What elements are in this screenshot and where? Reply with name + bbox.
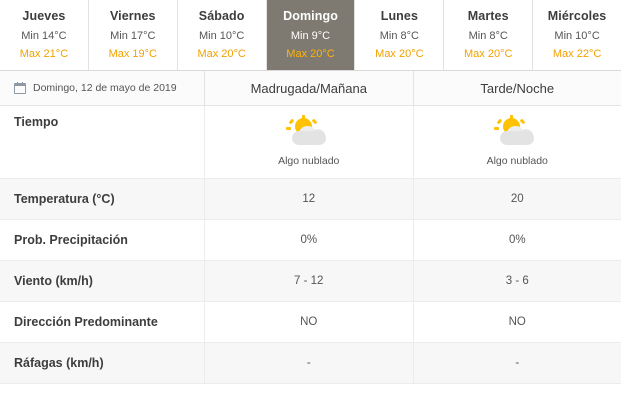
day-tab-name: Miércoles <box>547 9 607 23</box>
table-row-precipitacion <box>0 220 621 261</box>
day-tab-min: Min 17°C <box>110 30 156 42</box>
day-tab-name: Martes <box>467 9 509 23</box>
row-label: Temperatura (°C) <box>0 179 205 219</box>
cell-precipitacion-evening: 0% <box>508 234 526 246</box>
table-row-direccion <box>0 302 621 343</box>
day-tab-max: Max 20°C <box>197 48 246 60</box>
cell-direccion-morning: NO <box>205 302 414 342</box>
day-tab-max: Max 22°C <box>552 48 602 60</box>
table-row-rafagas <box>0 343 621 384</box>
day-tab-name: Sábado <box>198 9 245 23</box>
day-tab-max: Max 19°C <box>108 48 157 60</box>
row-label: Dirección Predominante <box>0 302 205 342</box>
sun-behind-cloud-icon <box>494 118 540 150</box>
day-tab-min: Min 8°C <box>468 30 508 42</box>
day-tab-max: Max 20°C <box>464 48 513 60</box>
forecast-header-row <box>0 71 621 106</box>
column-header-morning: Madrugada/Mañana <box>205 71 414 105</box>
sky-condition-label: Algo nublado <box>278 154 340 167</box>
cell-viento-morning: 7 - 12 <box>205 261 414 301</box>
day-tab-name: Jueves <box>22 9 66 23</box>
day-tab-martes[interactable] <box>444 0 533 70</box>
row-label: Viento (km/h) <box>0 261 205 301</box>
day-tab-min: Min 10°C <box>554 30 600 42</box>
cell-direccion-evening: NO <box>508 316 526 328</box>
day-tab-name: Viernes <box>109 9 156 23</box>
day-tab-name: Domingo <box>283 9 338 23</box>
forecast-date-cell <box>0 71 205 105</box>
cell-precipitacion-morning: 0% <box>205 220 414 260</box>
day-tabs <box>0 0 621 71</box>
cell-temperatura-evening: 20 <box>510 193 524 205</box>
table-row-temperatura <box>0 179 621 220</box>
day-tab-miercoles[interactable] <box>533 0 621 70</box>
cell-viento-evening: 3 - 6 <box>505 275 529 287</box>
forecast-table <box>0 71 621 384</box>
row-label: Tiempo <box>0 106 205 178</box>
day-tab-max: Max 20°C <box>286 48 335 60</box>
cell-rafagas-evening: - <box>515 357 520 369</box>
sky-condition-label: Algo nublado <box>486 154 548 167</box>
day-tab-viernes[interactable] <box>89 0 178 70</box>
day-tab-name: Lunes <box>380 9 419 23</box>
day-tab-lunes[interactable] <box>355 0 444 70</box>
forecast-date-label: Domingo, 12 de mayo de 2019 <box>33 82 177 94</box>
day-tab-min: Min 10°C <box>198 30 245 42</box>
day-tab-sabado[interactable] <box>178 0 267 70</box>
calendar-icon <box>14 82 27 95</box>
cell-rafagas-morning: - <box>205 343 414 383</box>
cell-temperatura-morning: 12 <box>205 179 414 219</box>
row-label: Prob. Precipitación <box>0 220 205 260</box>
day-tab-domingo[interactable] <box>267 0 356 70</box>
day-tab-max: Max 21°C <box>19 48 69 60</box>
day-tab-min: Min 8°C <box>379 30 419 42</box>
cell-tiempo-evening <box>414 106 621 178</box>
day-tab-jueves[interactable] <box>0 0 89 70</box>
table-row-viento <box>0 261 621 302</box>
column-header-evening: Tarde/Noche <box>480 80 555 96</box>
cell-tiempo-morning <box>205 106 414 178</box>
table-row-tiempo <box>0 106 621 179</box>
day-tab-max: Max 20°C <box>375 48 424 60</box>
day-tab-min: Min 14°C <box>21 30 67 42</box>
row-label: Ráfagas (km/h) <box>0 343 205 383</box>
day-tab-min: Min 9°C <box>290 30 331 42</box>
sun-behind-cloud-icon <box>286 118 332 150</box>
